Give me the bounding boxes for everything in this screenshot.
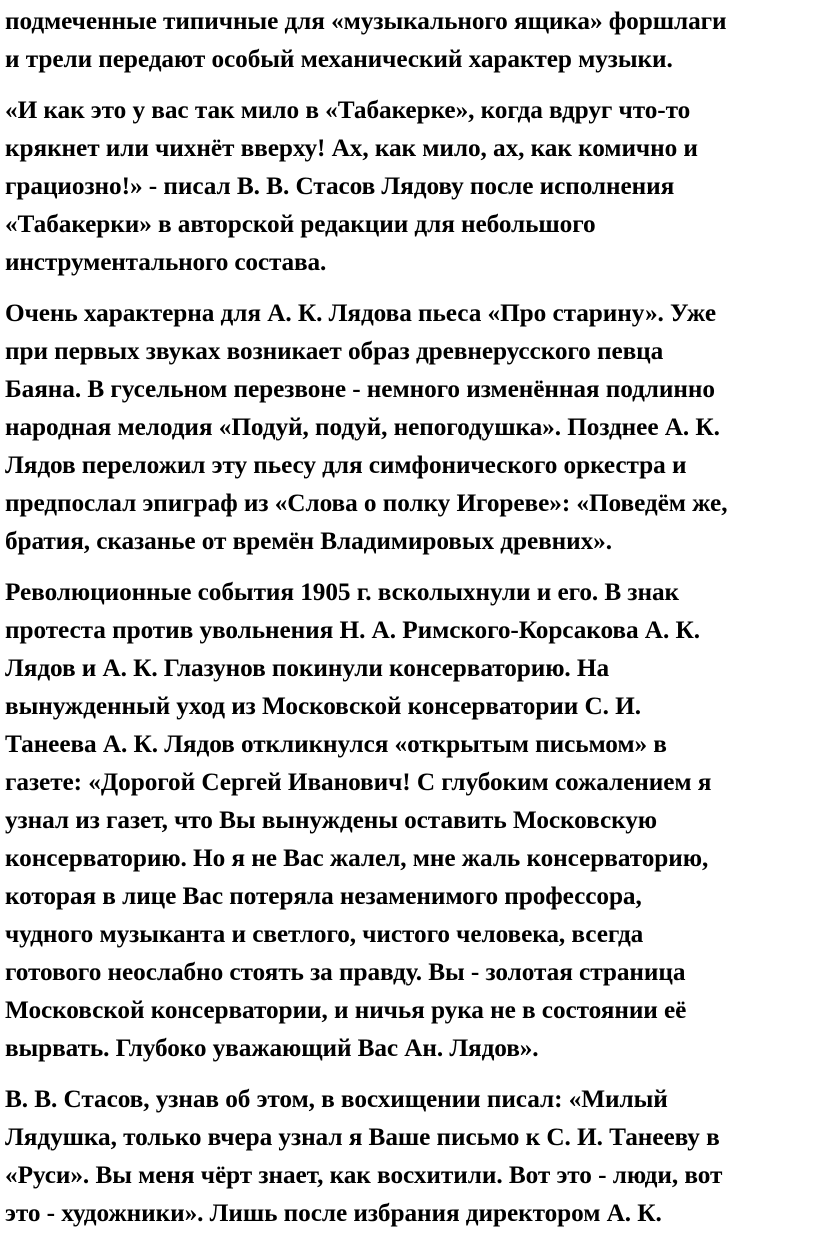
text-line: «И как это у вас так мило в «Табакерке», когда вдруг что-то bbox=[5, 96, 691, 124]
text-line: народная мелодия «Подуй, подуй, непогодушка». Позднее А. К. bbox=[5, 413, 720, 441]
text-line: Лядушка, только вчера узнал я Ваше письмо к С. И. Танееву в bbox=[5, 1123, 720, 1151]
text-line: Баяна. В гусельном перезвоне - немного изменённая подлинно bbox=[5, 375, 715, 403]
text-line: протеста против увольнения Н. А. Римского-Корсакова А. К. bbox=[5, 616, 700, 644]
paragraph-revolution-1905 bbox=[5, 573, 816, 1067]
text-line: Танеева А. К. Лядов откликнулся «открытым письмом» в bbox=[5, 730, 667, 758]
paragraph-music-box bbox=[5, 2, 816, 78]
text-line: «Руси». Вы меня чёрт знает, как восхитили. Вот это - люди, вот bbox=[5, 1161, 723, 1189]
paragraph-pro-starinu bbox=[5, 294, 816, 560]
text-line: Революционные события 1905 г. всколыхнули и его. В знак bbox=[5, 578, 680, 606]
text-line: Очень характерна для А. К. Лядова пьеса «Про старину». Уже bbox=[5, 299, 716, 327]
text-line: В. В. Стасов, узнав об этом, в восхищении писал: «Милый bbox=[5, 1085, 668, 1113]
text-line: грациозно!» - писал В. В. Стасов Лядову после исполнения bbox=[5, 172, 675, 200]
text-line: инструментального состава. bbox=[5, 248, 327, 276]
text-line: крякнет или чихнёт вверху! Ах, как мило, ах, как комично и bbox=[5, 134, 698, 162]
text-line: узнал из газет, что Вы вынуждены оставить Московскую bbox=[5, 806, 658, 834]
text-line: которая в лице Вас потеряла незаменимого профессора, bbox=[5, 882, 642, 910]
text-line: Московской консерватории, и ничья рука не в состоянии её bbox=[5, 996, 687, 1024]
text-line: при первых звуках возникает образ древнерусского певца bbox=[5, 337, 664, 365]
text-line: «Табакерки» в авторской редакции для небольшого bbox=[5, 210, 596, 238]
text-line: братия, сказанье от времён Владимировых древних». bbox=[5, 527, 612, 555]
text-line: газете: «Дорогой Сергей Иванович! С глубоким сожалением я bbox=[5, 768, 712, 796]
text-line: Лядов и А. К. Глазунов покинули консерваторию. На bbox=[5, 654, 610, 682]
text-line: чудного музыканта и светлого, чистого человека, всегда bbox=[5, 920, 644, 948]
text-line: это - художники». Лишь после избрания директором А. К. bbox=[5, 1199, 662, 1227]
text-line: и трели передают особый механический характер музыки. bbox=[5, 45, 673, 73]
text-line: подмеченные типичные для «музыкального ящика» форшлаги bbox=[5, 7, 727, 35]
text-line: готового неослабно стоять за правду. Вы - золотая страница bbox=[5, 958, 686, 986]
text-line: вынужденный уход из Московской консерватории С. И. bbox=[5, 692, 641, 720]
text-line: консерваторию. Но я не Вас жалел, мне жаль консерваторию, bbox=[5, 844, 709, 872]
text-line: предпослал эпиграф из «Слова о полку Игореве»: «Поведём же, bbox=[5, 489, 728, 517]
paragraph-stasov-quote bbox=[5, 91, 816, 281]
text-line: Лядов переложил эту пьесу для симфонического оркестра и bbox=[5, 451, 687, 479]
paragraph-stasov-reaction bbox=[5, 1080, 816, 1232]
text-line: вырвать. Глубоко уважающий Вас Ан. Лядов». bbox=[5, 1034, 539, 1062]
